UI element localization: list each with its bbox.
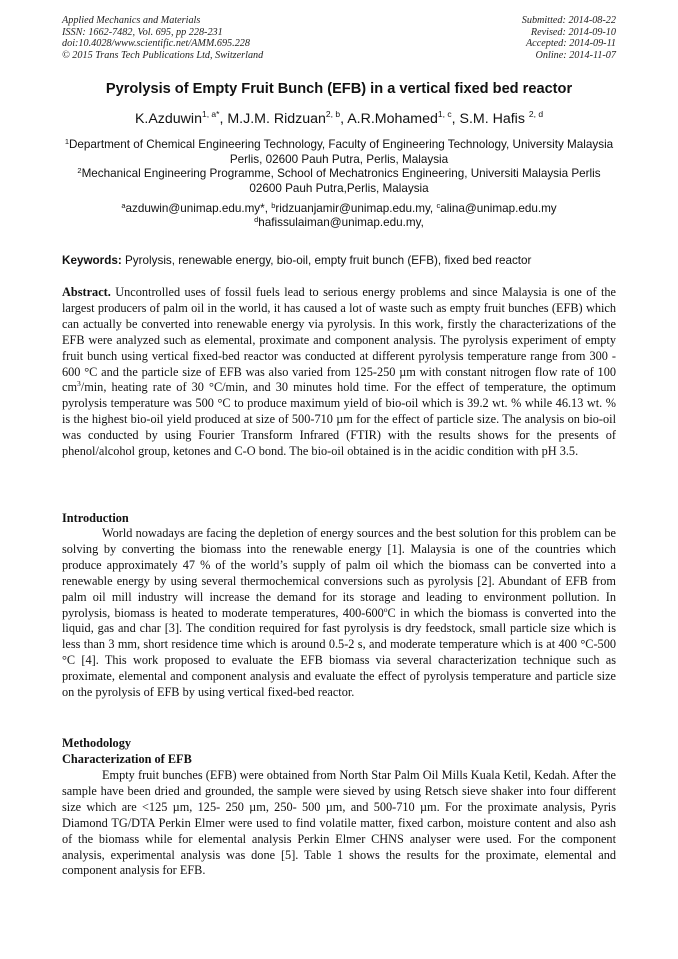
author-affiliation-mark: 1, c	[437, 109, 452, 119]
keywords-text: Pyrolysis, renewable energy, bio-oil, empty fruit bunch (EFB), fixed bed reactor	[121, 254, 532, 267]
email-mark: c	[436, 201, 441, 210]
email-address[interactable]: azduwin@unimap.edu.my*,	[125, 202, 272, 215]
author-list: K.Azduwin$^{1, a*}$, M.J.M. Ridzuan$^{2, b}$, A.R.Mohamed$^{1, c}$, S.M. Hafis $^{2, d}$	[134, 109, 544, 127]
email-address[interactable]: alina@unimap.edu.my	[440, 202, 557, 215]
date-submitted: Submitted: 2014-08-22	[521, 15, 616, 26]
keywords	[62, 254, 616, 267]
characterization-paragraph: Empty fruit bunches (EFB) were obtained from North Star Palm Oil Mills Kuala Ketil, Kedah. After the sample have been dried and grounded, the sample were sieved by using Retsch sieve shaker into four different size which are <125 µm, 125- 250 µm, 250- 500 µm, and 500-710 µm. For the proximate analysis, Pyris Diamond TG/DTA Perkin Elmer were used to find volatile matter, fixed carbon, moisture content and also ash of the biomass while for elemental analysis Perkin Elmer CHNS analyser were used. For the component analysis, experimental analysis was done [5]. Table 1 shows the results for the proximate, elemental and component analysis for EFB.	[62, 768, 616, 878]
date-revised: Revised: 2014-09-10	[530, 26, 616, 38]
introduction-paragraph	[62, 526, 616, 701]
affiliation-text: Mechanical Engineering Programme, School of Mechatronics Engineering, Universiti Malaysia Perlis 02600 Pauh Putra,Perlis, Malaysia	[81, 167, 601, 195]
paragraph-text: World nowadays are facing the depletion of energy sources and the best solution for this problem can be solving by converting the biomass into the renewable energy [1]. Malaysia is one of the countries which produce approximately 47 % of the world’s supply of palm oil which the biomass can be converted into a renewable energy by using several thermochemical conversions such as pyrolysis [2]. Abundant of EFB from palm oil mill industry will increase the demand for its storage and leading to environment pollution. In pyrolysis, biomass is heated to moderate temperatures, 400-600	[62, 526, 616, 620]
author-name: A.R.Mohamed	[347, 111, 438, 127]
date-accepted: Accepted: 2014-09-11	[525, 38, 616, 50]
paragraph-text: C in which the biomass is converted into the liquid, gas and char [3]. The condition required for fast pyrolysis is dry feedstock, small particle size which is less than 3 mm, short residence time which is around 0.5-2 s, and moderate temperature which is at 400 °C-500 °C [4]. This work proposed to evaluate the EFB biomass via several characterization technique such as proximate, elemental and component analysis and evaluate the effect of pyrolysis temperature and particle size on the pyrolysis of EFB by using vertical fixed-bed reactor.	[62, 605, 616, 700]
section-heading-introduction: Introduction	[62, 511, 129, 525]
author-affiliation-mark: 2, d	[528, 109, 544, 119]
author-affiliation-mark: 1, a*	[201, 109, 220, 119]
author-name: K.Azduwin	[134, 111, 202, 127]
journal-doi[interactable]: doi:10.4028/www.scientific.net/AMM.695.228	[62, 38, 250, 50]
email-address[interactable]: ridzuanjamir@unimap.edu.my,	[275, 202, 437, 215]
affiliation-2	[62, 167, 616, 196]
keywords-label: Keywords:	[62, 254, 122, 267]
affiliation-mark: 2	[77, 166, 82, 175]
affiliation-1	[62, 138, 616, 167]
superscript: 3	[77, 379, 81, 389]
author-emails	[62, 202, 616, 230]
journal-issn: ISSN: 1662-7482, Vol. 695, pp 228-231	[62, 26, 223, 38]
subsection-heading-characterization: Characterization of EFB	[62, 752, 192, 766]
paper-title: Pyrolysis of Empty Fruit Bunch (EFB) in a vertical fixed bed reactor	[105, 81, 573, 97]
journal-header-right	[522, 15, 616, 61]
journal-copyright: © 2015 Trans Tech Publications Ltd, Switzerland	[62, 49, 264, 61]
abstract-text: /min, heating rate of 30 °C/min, and 30 minutes hold time. For the effect of temperature, the optimum pyrolysis temperature was 500 °C to produce maximum yield of bio-oil which is 39.2 wt. % while 46.13 wt. % is the highest bio-oil yield produced at size of 500-710 µm for the effect of particle size. The analysis on bio-oil was conducted by using Fourier Transform Infrared (FTIR) with the results shows for the presents of phenol/alcohol group, ketones and C-O bond. The bio-oil obtained is in the acidic condition with pH 3.5.	[62, 380, 616, 459]
abstract-label: Abstract.	[62, 285, 111, 299]
author-affiliation-mark: 2, b	[325, 109, 341, 119]
superscript: o	[383, 604, 388, 614]
journal-name: Applied Mechanics and Materials	[62, 15, 201, 26]
email-mark: a	[121, 201, 126, 210]
email-mark: b	[271, 201, 276, 210]
author-name: S.M. Hafis	[459, 111, 529, 127]
email-address[interactable]: hafissulaiman@unimap.edu.my,	[258, 216, 424, 229]
affiliation-text: Department of Chemical Engineering Technology, Faculty of Engineering Technology, University Malaysia Perlis, 02600 Pauh Putra, Perlis, Malaysia	[68, 138, 614, 166]
email-mark: d	[254, 215, 259, 224]
date-online: Online: 2014-11-07	[535, 49, 616, 61]
abstract	[62, 285, 616, 460]
affiliation-mark: 1	[64, 137, 69, 146]
abstract-text: Uncontrolled uses of fossil fuels lead to serious energy problems and since Malaysia is one of the largest producers of palm oil in the world, it has caused a lot of waste such as empty fruit bunches (EFB) which can actually be converted into renewable energy via pyrolysis. In this work, firstly the characterizations of the EFB were analyzed such as elemental, proximate and component analysis. The pyrolysis experiment of empty fruit bunch using vertical fixed-bed reactor was conducted at different pyrolysis temperature range from 300 - 600 °C and the particle size of EFB was also varied from 125-250 µm with constant nitrogen flow rate of 100 cm	[62, 285, 616, 395]
journal-header-left	[62, 15, 263, 61]
section-heading-methodology: Methodology	[62, 736, 131, 750]
author-name: M.J.M. Ridzuan	[227, 111, 326, 127]
